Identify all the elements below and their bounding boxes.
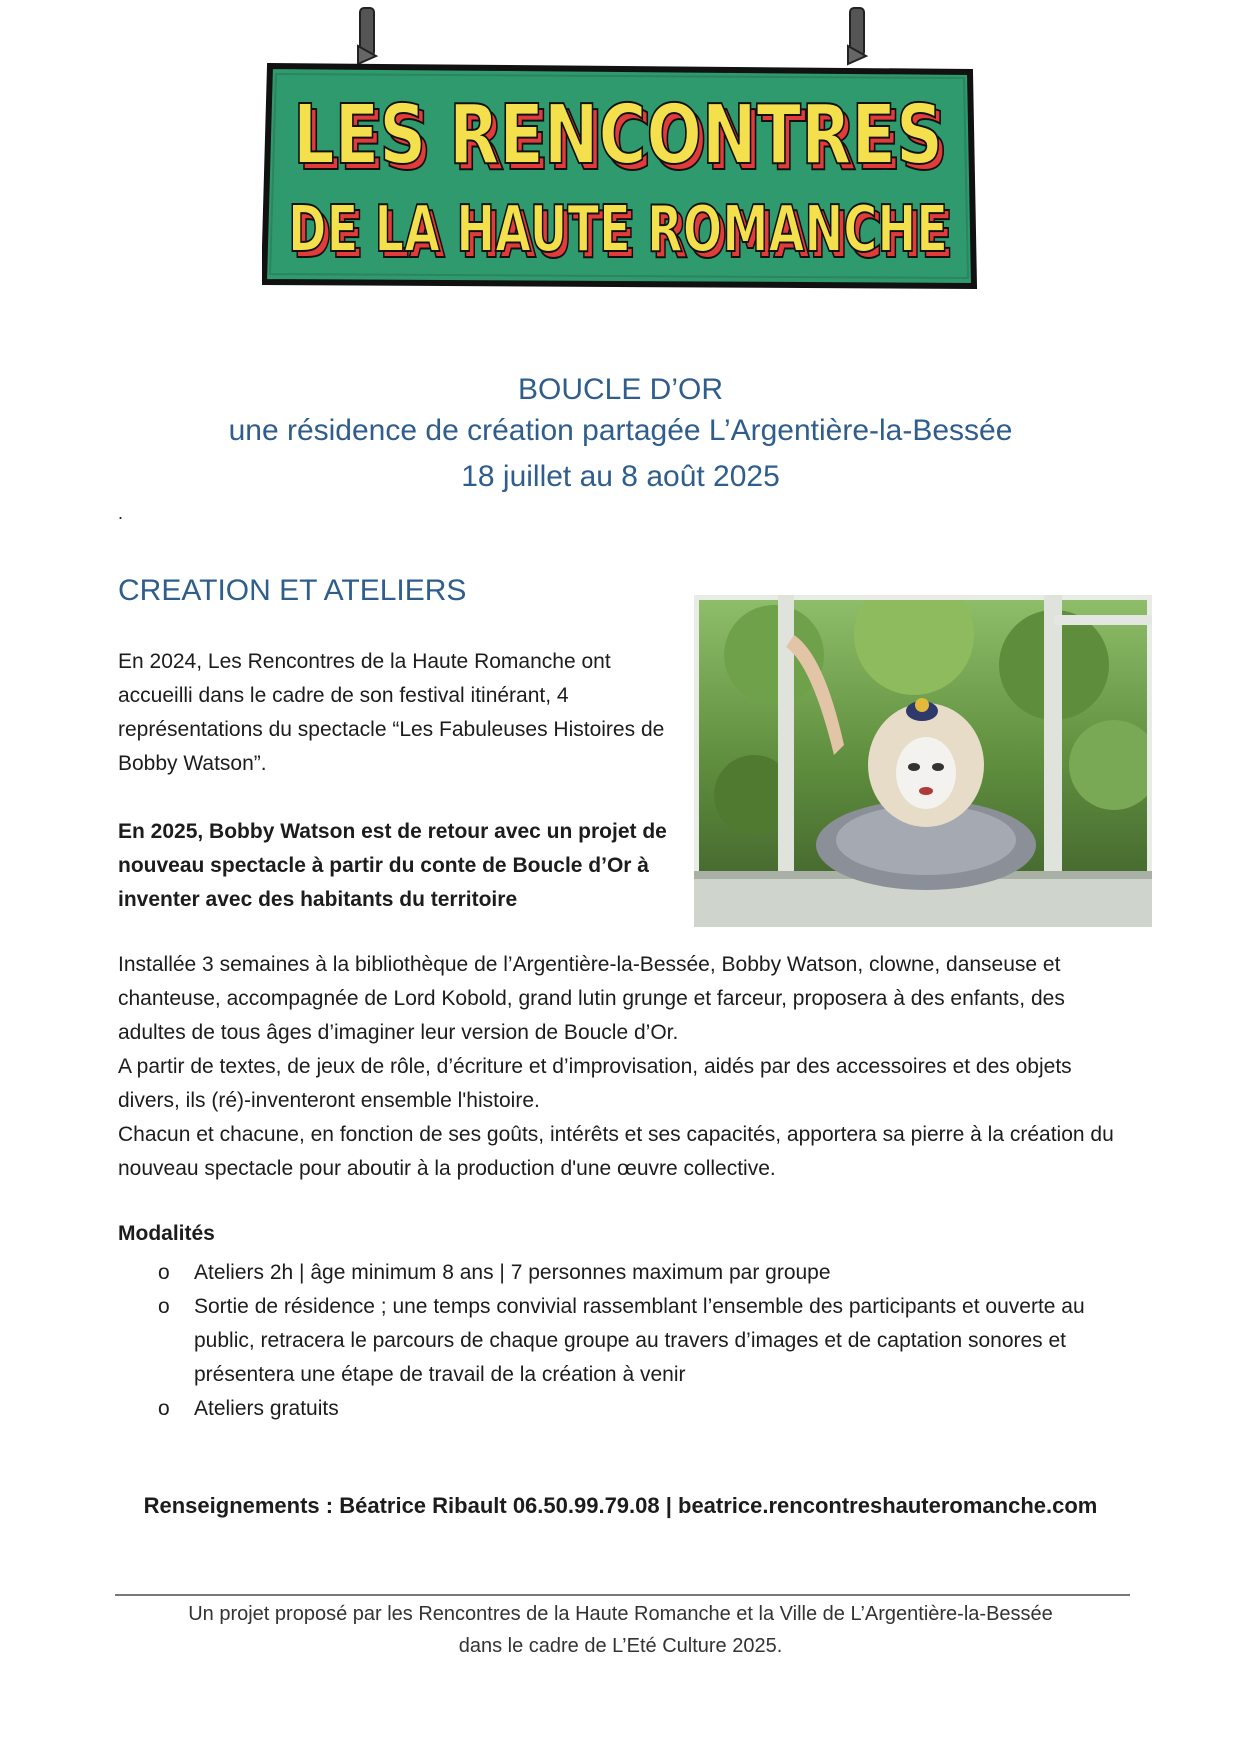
list-item bbox=[158, 1290, 1128, 1392]
footer-line-1: Un projet proposé par les Rencontres de la Haute Romanche et la Ville de L’Argentière-la-Bessée bbox=[188, 1603, 1053, 1625]
event-dates: 18 juillet au 8 août 2025 bbox=[461, 460, 780, 493]
list-item bbox=[158, 1392, 1128, 1426]
circle-bullet-icon: o bbox=[158, 1295, 170, 1318]
circle-bullet-icon: o bbox=[158, 1261, 170, 1284]
body-paragraph: Chacun et chacune, en fonction de ses goûts, intérêts et ses capacités, apportera sa pierre à la création du nouveau spectacle pour aboutir à la production d'une œuvre collective. bbox=[118, 1123, 1114, 1180]
modalites-list bbox=[158, 1256, 1128, 1426]
list-item bbox=[158, 1256, 1128, 1290]
list-item-text: Ateliers 2h | âge minimum 8 ans | 7 personnes maximum par groupe bbox=[194, 1261, 831, 1284]
event-header bbox=[0, 370, 1241, 498]
logo-line-2-shadow: DE LA HAUTE ROMANCHE bbox=[293, 199, 953, 273]
list-item-text: Sortie de résidence ; une temps convivial rassemblant l’ensemble des participants et ouverte au public, retracera le parcours de chaque groupe au travers d’images et de captation sonores et présentera une étape de travail de la création à venir bbox=[194, 1295, 1085, 1386]
footer-divider bbox=[115, 1594, 1130, 1596]
festival-logo-sign bbox=[262, 6, 978, 292]
intro-paragraph: En 2024, Les Rencontres de la Haute Romanche ont accueilli dans le cadre de son festival itinérant, 4 représentations du spectacle “Les Fabuleuses Histoires de Bobby Watson”. bbox=[118, 650, 665, 775]
circle-bullet-icon: o bbox=[158, 1397, 170, 1420]
bold-paragraph: En 2025, Bobby Watson est de retour avec un projet de nouveau spectacle à partir du conte de Boucle d’Or à inventer avec des habitants du territoire bbox=[118, 820, 667, 911]
logo-line-1-shadow: LES RENCONTRES bbox=[298, 94, 948, 189]
list-item-text: Ateliers gratuits bbox=[194, 1397, 339, 1420]
body-text bbox=[118, 948, 1128, 1186]
contact-line: Renseignements : Béatrice Ribault 06.50.99.79.08 | beatrice.rencontreshauteromanche.com bbox=[143, 1493, 1098, 1518]
festival-logo bbox=[262, 6, 978, 292]
body-paragraph: A partir de textes, de jeux de rôle, d’écriture et d’improvisation, aidés par des accessoires et des objets divers, ils (ré)-inventeront ensemble l'histoire. bbox=[118, 1055, 1072, 1112]
footer-line-2: dans le cadre de L’Eté Culture 2025. bbox=[458, 1635, 783, 1657]
footer bbox=[0, 1598, 1241, 1662]
modalites-title: Modalités bbox=[118, 1222, 215, 1245]
event-title: BOUCLE D’OR bbox=[517, 373, 724, 406]
section-title: CREATION ET ATELIERS bbox=[118, 574, 467, 607]
stray-dot: . bbox=[118, 503, 124, 523]
event-subtitle: une résidence de création partagée L’Argentière-la-Bessée bbox=[228, 414, 1013, 447]
body-paragraph: Installée 3 semaines à la bibliothèque de l’Argentière-la-Bessée, Bobby Watson, clowne, danseuse et chanteuse, accompagnée de Lord Kobold, grand lutin grunge et farceur, proposera à des enfants, des adultes de tous âges d’imaginer leur version de Boucle d’Or. bbox=[118, 953, 1065, 1044]
logo-line-1: LES RENCONTRES bbox=[293, 88, 943, 183]
logo-line-2: DE LA HAUTE ROMANCHE bbox=[288, 193, 948, 267]
clown-photo bbox=[694, 595, 1152, 927]
